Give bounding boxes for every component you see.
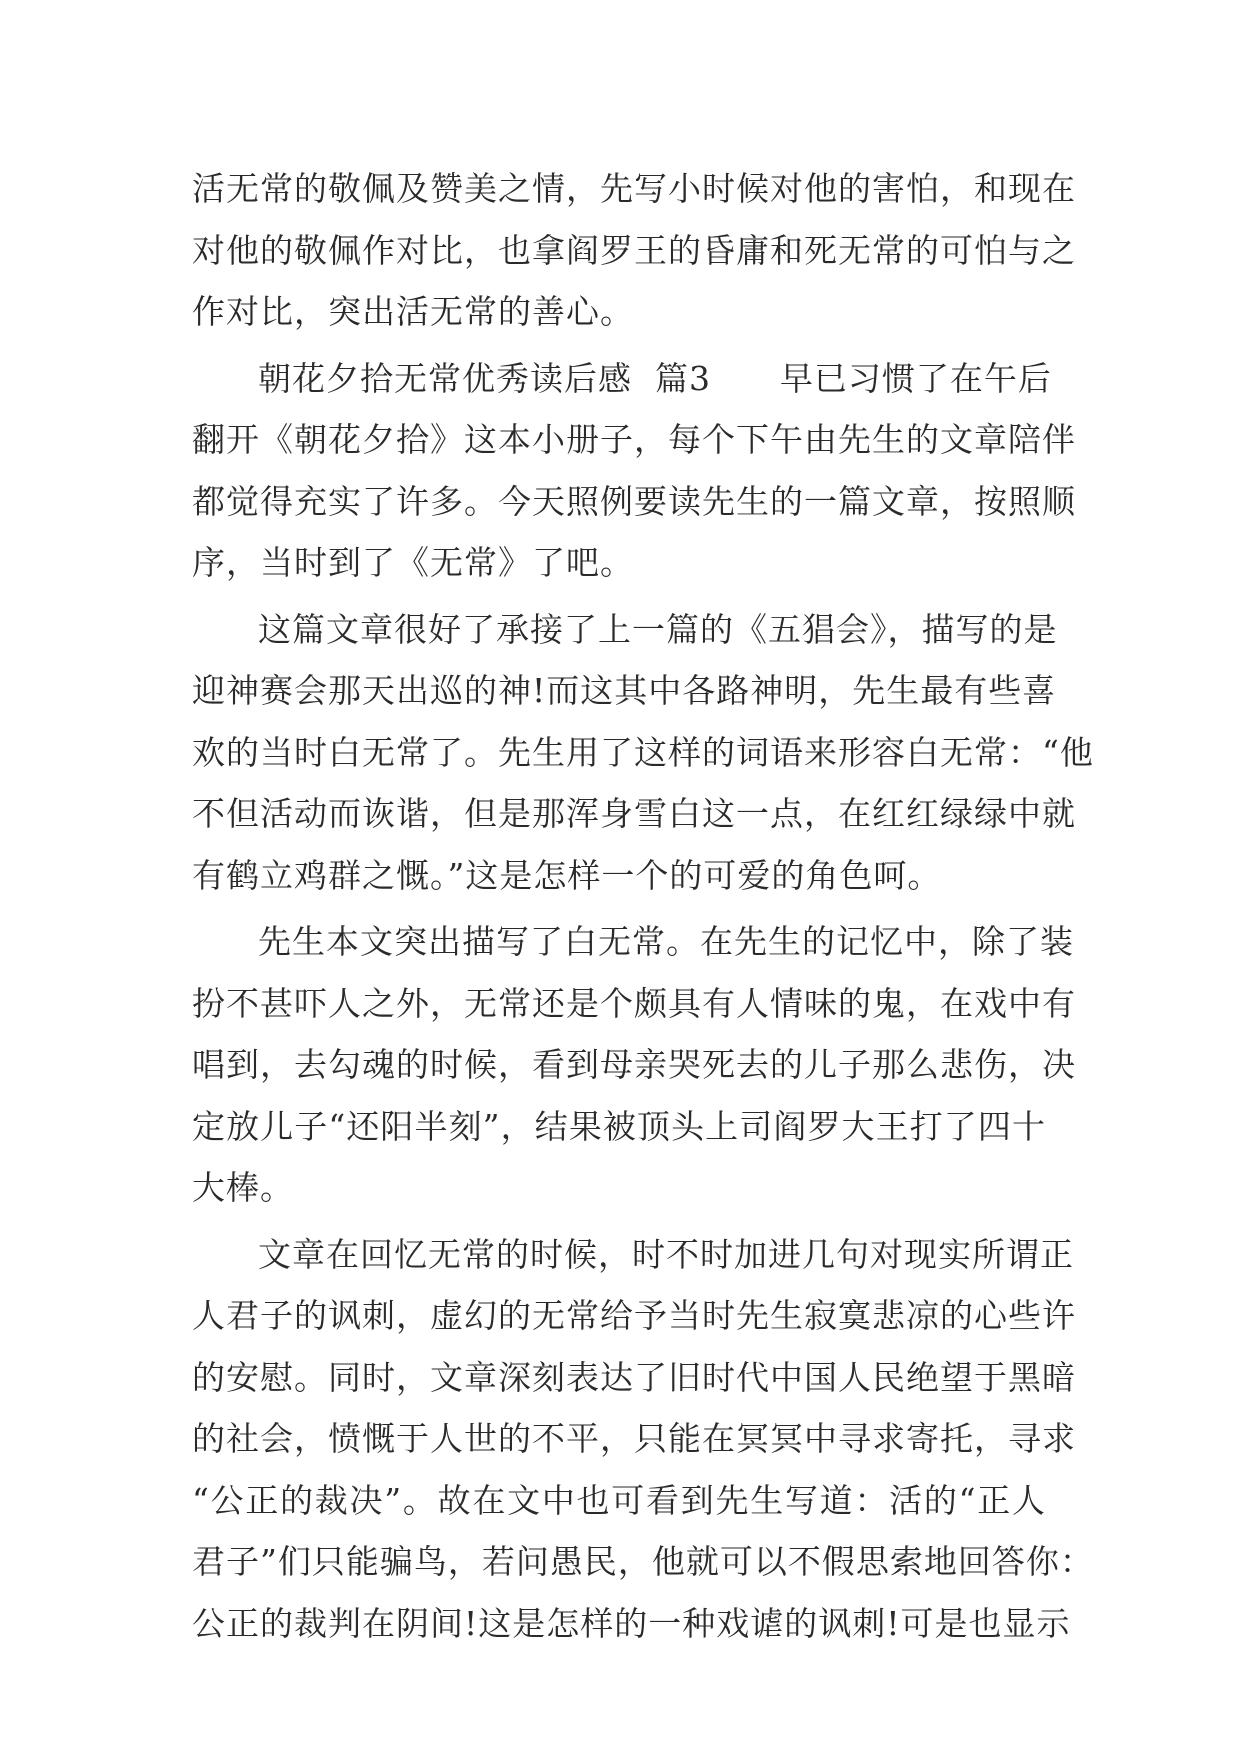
text-line: 都觉得充实了许多。今天照例要读先生的一篇文章，按照顺 — [192, 481, 1076, 521]
text-line: 活无常的敬佩及赞美之情，先写小时候对他的害怕，和现在 — [192, 169, 1076, 208]
text-line: 的安慰。同时，文章深刻表达了旧时代中国人民绝望于黑暗 — [192, 1357, 1076, 1397]
text-line: 君子”们只能骗鸟，若问愚民，他就可以不假思索地回答你： — [192, 1542, 1094, 1581]
paragraph-4 — [192, 911, 1076, 1219]
text-line: “公正的裁决”。故在文中也可看到先生写道：活的“正人 — [192, 1480, 1046, 1520]
text-line: 作对比，突出活无常的善心。 — [192, 292, 634, 331]
text-line: 公正的裁判在阴间!这是怎样的一种戏谑的讽刺!可是也显示 — [192, 1603, 1071, 1643]
text-line: 的社会，愤慨于人世的不平，只能在冥冥中寻求寄托，寻求 — [192, 1419, 1076, 1458]
text-line: 不但活动而诙谐，但是那浑身雪白这一点，在红红绿绿中就 — [192, 794, 1076, 833]
text-line: 翻开《朝花夕拾》这本小册子，每个下午由先生的文章陪伴 — [192, 420, 1076, 459]
text-line: 序，当时到了《无常》了吧。 — [192, 543, 634, 582]
text-line: 对他的敬佩作对比，也拿阎罗王的昏庸和死无常的可怕与之 — [192, 230, 1076, 270]
paragraph-3 — [192, 599, 1094, 907]
text-line: 定放儿子“还阳半刻”，结果被顶头上司阎罗大王打了四十 — [192, 1106, 1046, 1146]
text-line: 朝花夕拾无常优秀读后感 篇3 早已习惯了在午后 — [258, 358, 1052, 398]
text-line: 人君子的讽刺，虚幻的无常给予当时先生寂寞悲凉的心些许 — [192, 1296, 1076, 1335]
document-page — [192, 158, 1094, 1654]
text-line: 文章在回忆无常的时候，时不时加进几句对现实所谓正 — [258, 1234, 1074, 1274]
paragraph-5 — [192, 1224, 1094, 1655]
paragraph-1 — [192, 158, 1076, 343]
text-line: 大棒。 — [192, 1168, 294, 1207]
text-line: 迎神赛会那天出巡的神!而这其中各路神明，先生最有些喜 — [192, 671, 1057, 710]
paragraph-2 — [192, 348, 1076, 594]
text-line: 欢的当时白无常了。先生用了这样的词语来形容白无常：“他 — [192, 732, 1094, 772]
text-line: 这篇文章很好了承接了上一篇的《五猖会》，描写的是 — [258, 609, 1058, 649]
text-line: 扮不甚吓人之外，无常还是个颇具有人情味的鬼，在戏中有 — [192, 983, 1076, 1023]
text-line: 有鹤立鸡群之慨。”这是怎样一个的可爱的角色呵。 — [192, 855, 942, 895]
text-line: 先生本文突出描写了白无常。在先生的记忆中，除了装 — [258, 922, 1074, 961]
text-line: 唱到，去勾魂的时候，看到母亲哭死去的儿子那么悲伤，决 — [192, 1045, 1076, 1084]
